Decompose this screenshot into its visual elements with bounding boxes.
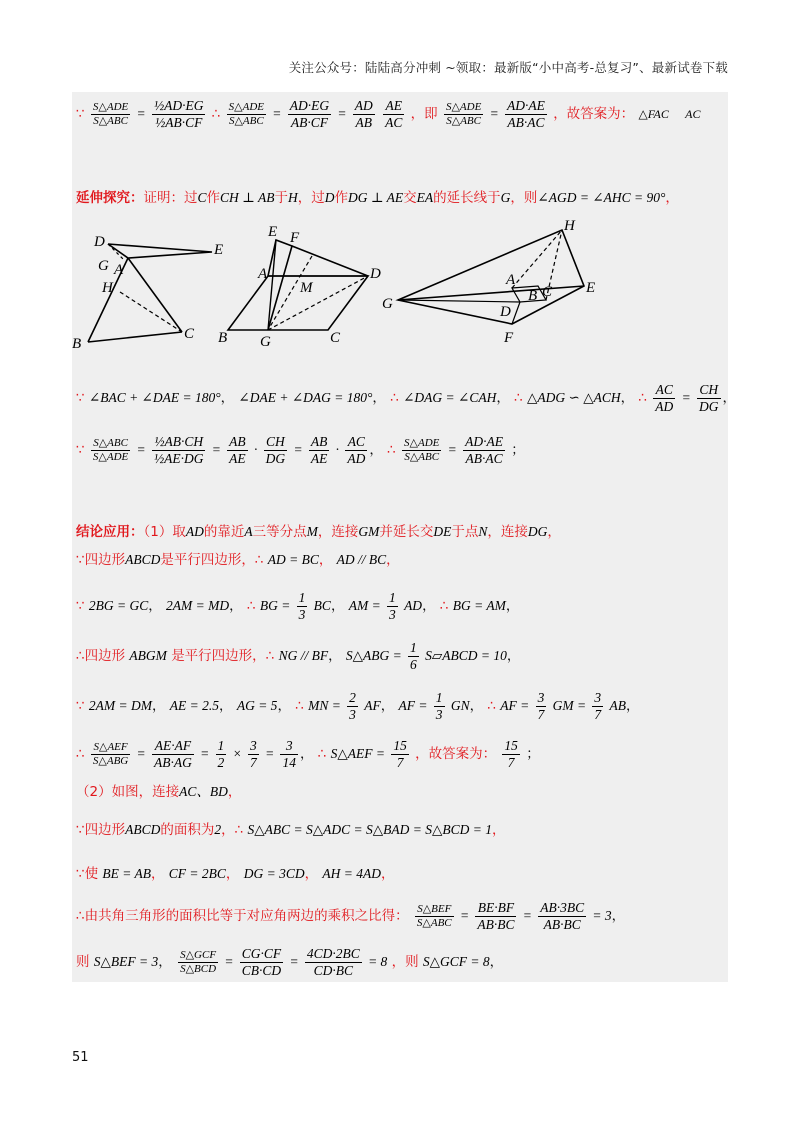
fraction: $\frac{AD\cdot AE}{AB\cdot AC}$: [507, 98, 545, 131]
line-angles: ∵ ∠BAC + ∠DAE = 180°， ∠DAE + ∠DAG = 180°， ∴ ∠DAG = ∠CAH， ∴ △ADG ∽ △ACH， ∴ $\frac{AC}{AD}$ = $\frac{CH}{DG}$ ，: [76, 382, 736, 415]
fraction: $\frac{1}{2}$: [217, 738, 225, 771]
fig3-label-C: C: [542, 284, 553, 300]
fraction: $\frac{3}{7}$: [594, 690, 602, 723]
fraction: $\frac{15}{7}$: [504, 738, 518, 771]
fig2-label-E: E: [268, 224, 278, 240]
fraction: $\frac{\text{S△ABC}}{\text{S△ADE}}$: [92, 437, 129, 464]
section-label: 延伸探究：: [76, 190, 144, 206]
page-header: 关注公众号：陆陆高分冲刺 ~领取：最新版“小中高考-总复习”、最新试卷下载: [288, 60, 728, 75]
fraction: $\frac{\text{S△ADE}}{\text{S△ABC}}$: [228, 101, 264, 128]
fraction: $\frac{AD}{AB}$: [354, 98, 373, 131]
line-bef: ∴由共角三角形的面积比等于对应角两边的乘积之比得： $\frac{\text{S△BEF}}{\text{S△ABC}}$ = $\frac{BE\cdot BF}{AB\cdot BC}$ = $\frac{AB\cdot 3BC}{AB\cdot BC}$ = 3，: [76, 900, 626, 933]
fraction: $\frac{1}{3}$: [298, 590, 306, 623]
fig3-label-B: B: [528, 288, 538, 304]
fraction: $\frac{AB}{AE}$: [229, 434, 246, 467]
fraction: $\frac{\text{S△ADE}}{\text{S△ABC}}$: [92, 101, 129, 128]
page-number: 51: [72, 1050, 89, 1065]
fraction: $\frac{\text{S△ADE}}{\text{S△ABC}}$: [404, 437, 440, 464]
fig2-label-D: D: [370, 266, 381, 282]
fraction: $\frac{2}{3}$: [349, 690, 356, 723]
fig1-label-C: C: [184, 326, 195, 342]
fig3-label-H: H: [564, 220, 575, 234]
fraction: $\frac{3}{14}$: [282, 738, 296, 771]
fraction: $\frac{AE\cdot AF}{AB\cdot AG}$: [153, 738, 192, 771]
fraction: $\frac{4CD\cdot 2BC}{CD\cdot BC}$: [306, 946, 360, 979]
line-aef-result: ∴ $\frac{\text{S△AEF}}{\text{S△ABG}}$ = $\frac{AE\cdot AF}{AB\cdot AG}$ = $\frac{1}{2}$ × $\frac{3}{7}$ = $\frac{3}{14}$ ， ∴ S△AEF = $\frac{15}{7}$ ，故答案为： $\frac{15}{7}$ ；: [76, 738, 540, 771]
fraction: $\frac{AC}{AD}$: [655, 382, 674, 415]
fraction: $\frac{CH}{DG}$: [699, 382, 719, 415]
figure-3: [398, 230, 584, 324]
fraction: $\frac{1}{3}$: [435, 690, 443, 723]
fig1-label-G: G: [98, 258, 109, 274]
content-panel: [72, 92, 736, 982]
fraction: $\frac{AD\cdot EG}{AB\cdot CF}$: [289, 98, 330, 131]
fig3-label-G: G: [382, 296, 393, 312]
fraction: $\frac{\text{S△ADE}}{\text{S△ABC}}$: [445, 101, 482, 128]
fig2-label-B: B: [218, 330, 228, 346]
fig3-label-E: E: [586, 280, 596, 296]
fraction: $\frac{1}{3}$: [389, 590, 396, 623]
fig2-label-F: F: [290, 230, 300, 246]
fig2-label-C: C: [330, 330, 341, 346]
fraction: $\frac{\text{½AD·EG}}{\text{½AB·CF}}$: [153, 98, 204, 131]
line-bg-am: ∵ 2BG = GC， 2AM = MD， ∴ BG = $\frac{1}{3}$ BC， AM = $\frac{1}{3}$ AD， ∴ BG = AM，: [76, 590, 520, 623]
fraction: $\frac{AD\cdot AE}{AB\cdot AC}$: [465, 434, 503, 467]
fig1-label-D: D: [94, 234, 105, 250]
line-abgm: ∴四边形 ABGM 是平行四边形，∴ NG // BF， S△ABG = $\frac{1}{6}$ S▱ABCD = 10，: [76, 640, 521, 673]
figure-2: [228, 240, 368, 330]
line-parallelogram: ∵四边形ABCD是平行四边形，∴ AD = BC， AD // BC，: [76, 552, 400, 568]
line-ratio-proof: ∵ $\frac{\text{S△ABC}}{\text{S△ADE}}$ = $\frac{\text{½AB·CH}}{\text{½AE·DG}}$ = $\frac{AB}{AE}$ · $\frac{CH}{DG}$ = $\frac{AB}{AE}$ · $\frac{AC}{AD}$ ， ∴ $\frac{\text{S△ADE}}{\text{S△ABC}}$ = $\frac{AD\cdot AE}{AB\cdot AC}$ ；: [76, 434, 525, 467]
line-gcf: 则 S△BEF = 3， $\frac{\text{S△GCF}}{\text{S△BCD}}$ = $\frac{CG\cdot CF}{CB\cdot CD}$ = $\frac{4CD\cdot 2BC}{CD\cdot BC}$ = 8 ，则 S△GCF = 8，: [76, 946, 504, 979]
fraction: $\frac{3}{7}$: [250, 738, 257, 771]
line-af: ∵ 2AM = DM， AE = 2.5， AG = 5， ∴ MN = $\frac{2}{3}$ AF， AF = $\frac{1}{3}$ GN， ∴ AF = $\frac{3}{7}$ GM = $\frac{3}{7}$ AB，: [76, 690, 640, 723]
fraction: $\frac{1}{6}$: [410, 640, 417, 673]
fig1-label-A: A: [114, 262, 124, 278]
fraction: $\frac{\text{S△BEF}}{\text{S△ABC}}$: [416, 903, 452, 930]
fig1-label-B: B: [72, 336, 82, 352]
fig2-label-M: M: [300, 280, 313, 296]
line-conclusion: 结论应用：（1）取AD的靠近A三等分点M，连接GM并延长交DE于点N，连接DG，: [76, 524, 561, 540]
line-area-two: ∵四边形ABCD的面积为2，∴ S△ABC = S△ADC = S△BAD = S△BCD = 1，: [76, 822, 506, 838]
fig2-label-A: A: [258, 266, 268, 282]
fraction: $\frac{CG\cdot CF}{CB\cdot CD}$: [241, 946, 282, 979]
fraction: $\frac{AC}{AD}$: [347, 434, 366, 467]
line-extension: 延伸探究：证明：过C作CH ⊥ AB于H，过D作DG ⊥ AE交EA的延长线于G，则∠AGD = ∠AHC = 90°，: [76, 190, 679, 206]
section-label: 结论应用：: [76, 524, 144, 540]
fraction: $\frac{\text{S△GCF}}{\text{S△BCD}}$: [180, 949, 217, 976]
fraction: $\frac{BE\cdot BF}{AB\cdot BC}$: [477, 900, 515, 933]
fraction: $\frac{AB\cdot 3BC}{AB\cdot BC}$: [540, 900, 585, 933]
fig3-label-A: A: [506, 272, 516, 288]
fraction: $\frac{\text{S△AEF}}{\text{S△ABG}}$: [92, 741, 129, 768]
fraction: $\frac{\text{½AB·CH}}{\text{½AE·DG}}$: [153, 434, 204, 467]
line-extensions: ∵使 BE = AB， CF = 2BC， DG = 3CD， AH = 4AD，: [76, 866, 395, 882]
fraction: $\frac{CH}{DG}$: [265, 434, 286, 467]
fig3-label-D: D: [500, 304, 511, 320]
geometry-figures: [72, 220, 728, 360]
fig2-label-G: G: [260, 334, 271, 350]
fraction: $\frac{3}{7}$: [537, 690, 545, 723]
because-symbol: ∵: [76, 106, 85, 123]
line-area-ratio: ∵ $\frac{\text{S△ADE}}{\text{S△ABC}}$ = $\frac{\text{½AD·EG}}{\text{½AB·CF}}$ ∴ $\frac{\text{S△ADE}}{\text{S△ABC}}$ = $\frac{AD\cdot EG}{AB\cdot CF}$ = $\frac{AD}{AB}$ $\frac{AE}{AC}$ ，即 $\frac{\text{S△ADE}}{\text{S△ABC}}$ = $\frac{AD\cdot AE}{AB\cdot AC}$ ，故答案为： △FAC AC: [76, 98, 701, 131]
fig1-label-E: E: [214, 242, 224, 258]
fig1-label-H: H: [102, 280, 113, 296]
fraction: $\frac{15}{7}$: [393, 738, 407, 771]
fig3-label-F: F: [504, 330, 514, 346]
line-part2: （2）如图，连接AC、BD，: [76, 784, 242, 800]
fraction: $\frac{AE}{AC}$: [385, 98, 403, 131]
fraction: $\frac{AB}{AE}$: [310, 434, 328, 467]
